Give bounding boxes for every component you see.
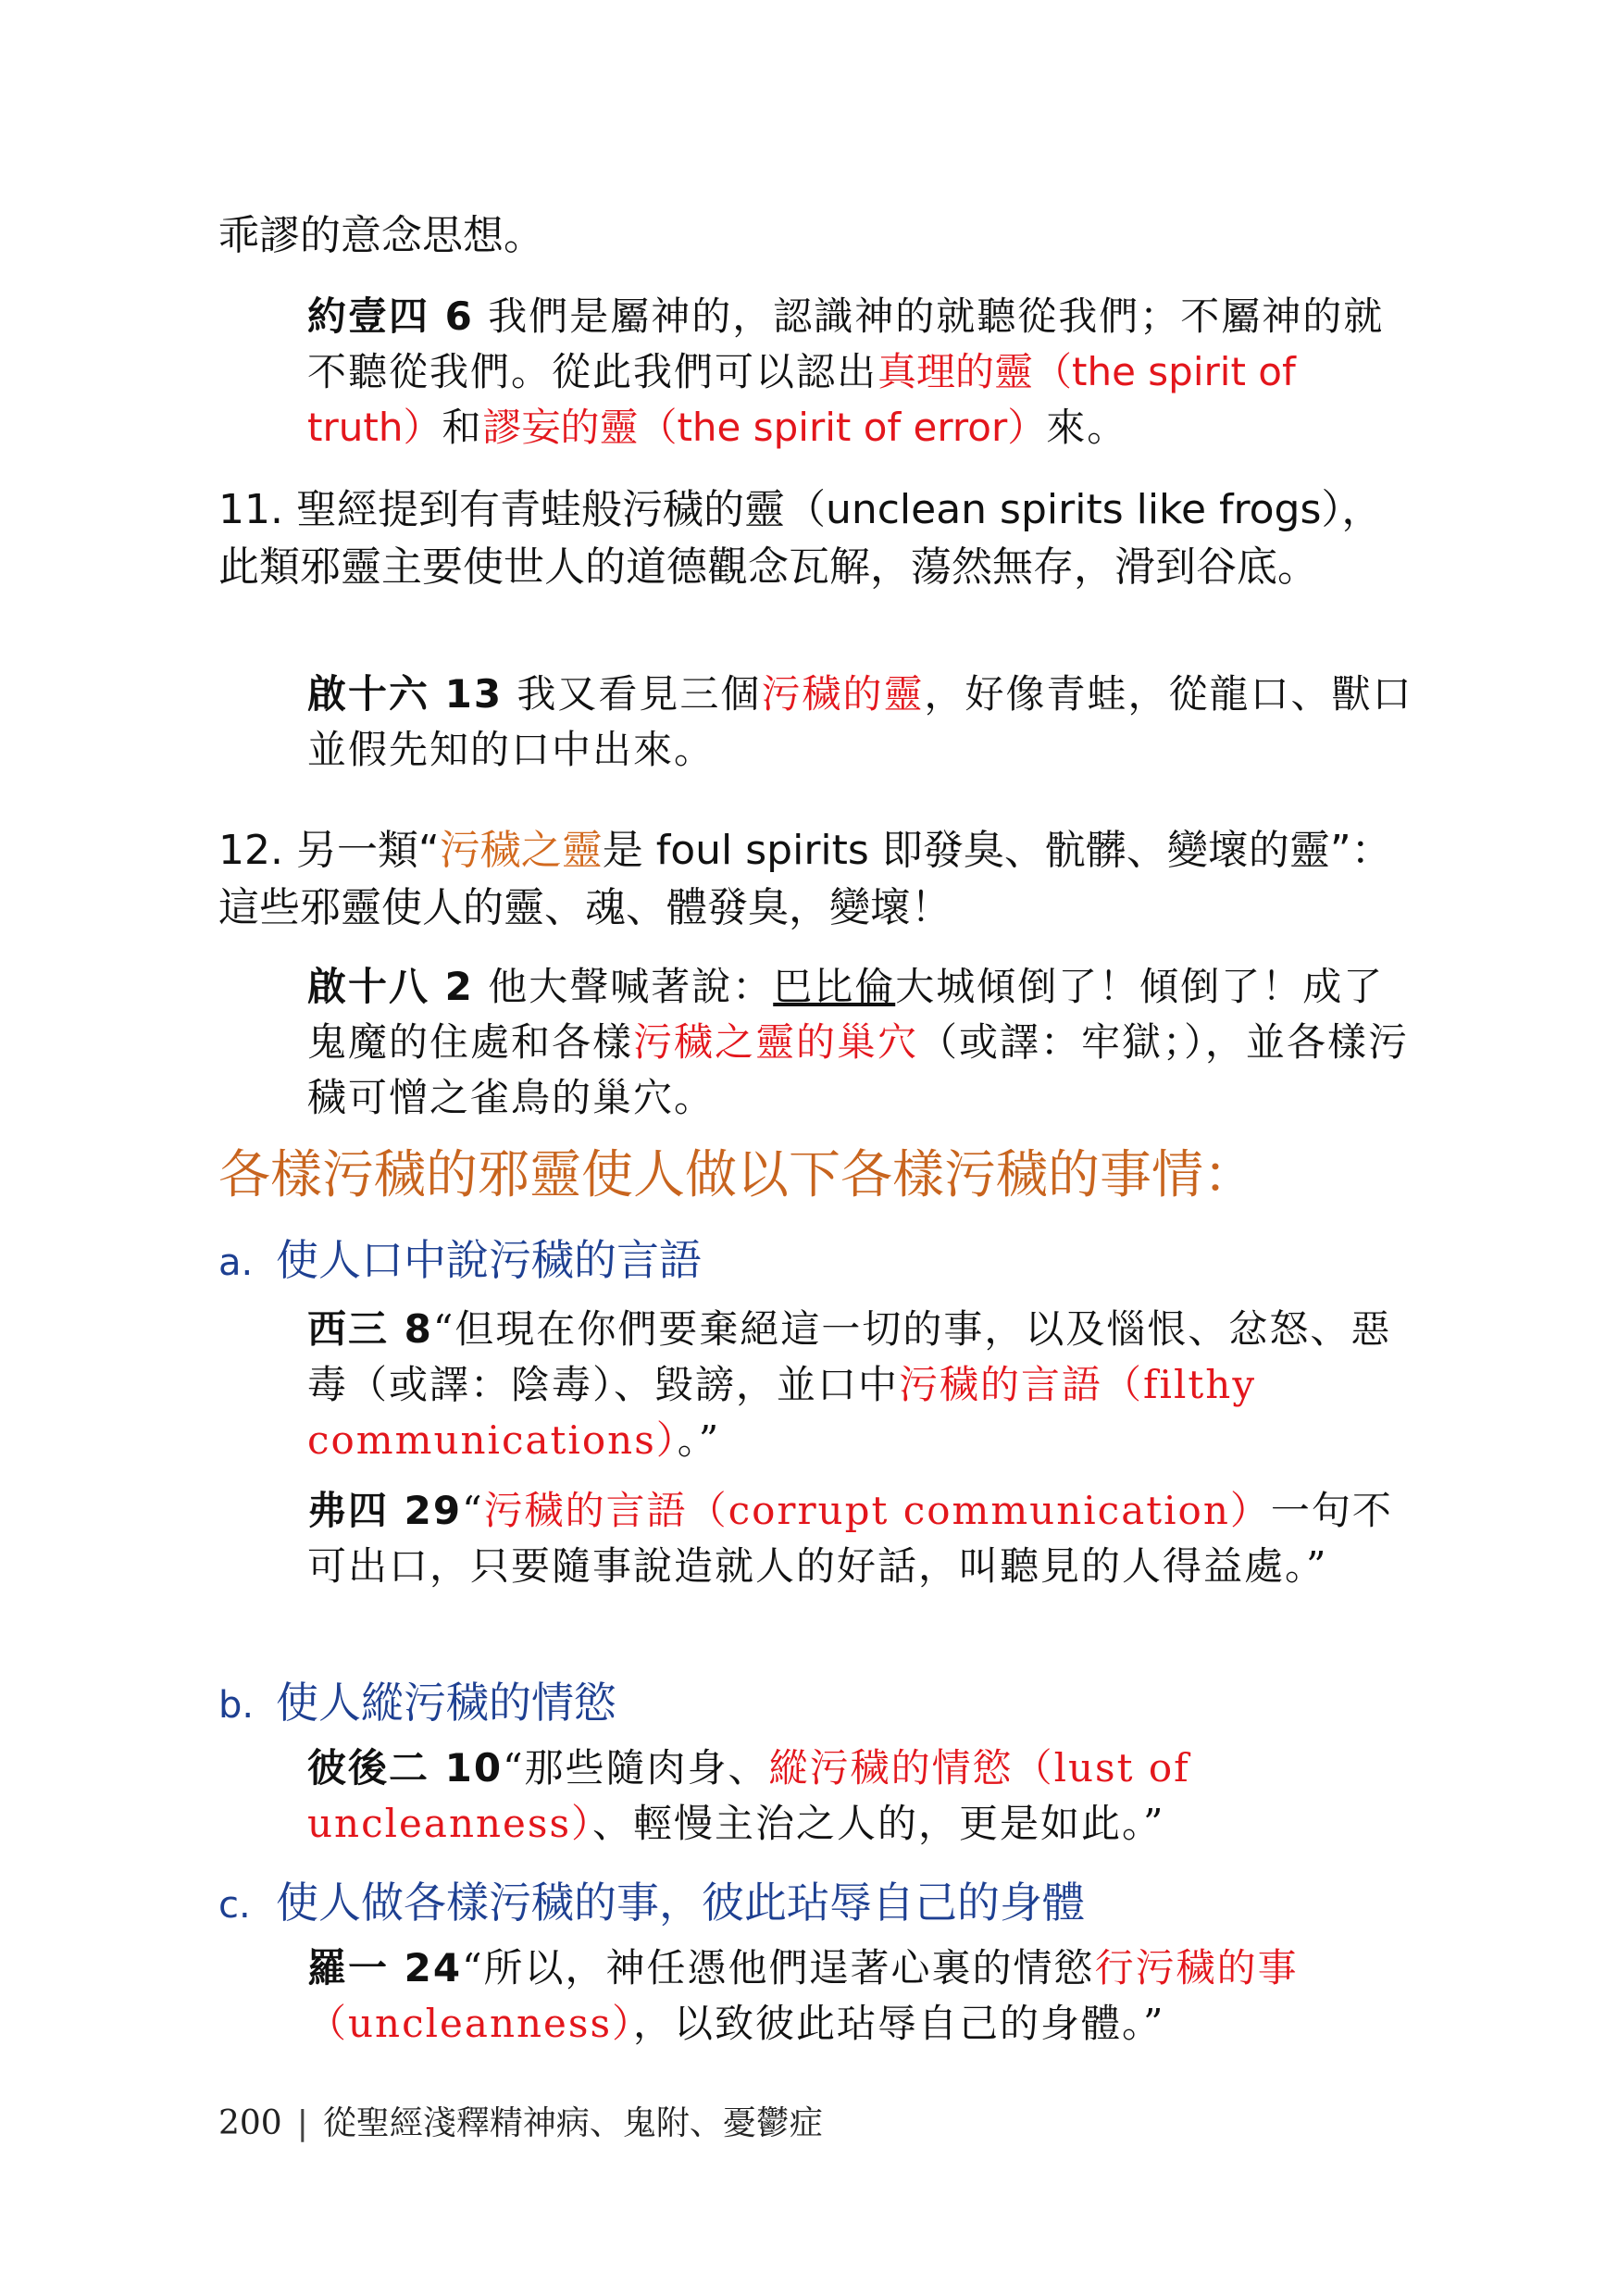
verse-1john-4-6: 約壹四 6 我們是屬神的，認識神的就聽從我們；不屬神的就不聽從我們。從此我們可以認出真理的靈（the spirit of truth）和謬妄的靈（the spirit of error）來。 bbox=[307, 293, 1385, 450]
subheading-b: b. 使人縱污穢的情慾 bbox=[218, 1678, 616, 1728]
verse-reference: 約壹四 6 bbox=[307, 293, 474, 339]
subheading-c: c. 使人做各樣污穢的事，彼此玷辱自己的身體 bbox=[218, 1878, 1085, 1928]
highlight-unclean-spirits: 污穢的靈 bbox=[761, 671, 925, 717]
highlight-hold-of-foul-spirit: 污穢之靈的巢穴 bbox=[633, 1019, 919, 1065]
verse-reference: 啟十六 13 bbox=[307, 671, 504, 717]
verse-rom-1-24: 羅一 24“所以，神任憑他們逞著心裏的情慾行污穢的事（uncleanness），以致彼此玷辱自己的身體。” bbox=[307, 1945, 1299, 2046]
page-number: 200 bbox=[218, 2104, 282, 2142]
underlined-babylon: 巴比倫 bbox=[773, 964, 896, 1009]
verse-reference: 羅一 24 bbox=[307, 1945, 463, 1990]
verse-reference: 彼後二 10 bbox=[307, 1745, 504, 1791]
paragraph-11: 11. 聖經提到有青蛙般污穢的靈（unclean spirits like frogs），此類邪靈主要使世人的道德觀念瓦解，蕩然無存，滑到谷底。 bbox=[218, 486, 1383, 591]
highlight-spirit-of-error: 謬妄的靈（the spirit of error） bbox=[482, 405, 1047, 450]
verse-reference: 弗四 29 bbox=[307, 1488, 463, 1533]
highlight-lust-of-uncleanness: 縱污穢的情慾（lust of uncleanness） bbox=[307, 1745, 1190, 1846]
highlight-spirit-of-truth: 真理的靈（the spirit of truth） bbox=[307, 349, 1296, 450]
book-title: 從聖經淺釋精神病、鬼附、憂鬱症 bbox=[322, 2104, 823, 2142]
footer-separator: | bbox=[296, 2104, 308, 2142]
verse-eph-4-29: 弗四 29“污穢的言語（corrupt communication）一句不可出口，只要隨事說造就人的好話，叫聽見的人得益處。” bbox=[307, 1488, 1393, 1589]
highlight-foul-spirit: 污穢之靈 bbox=[439, 827, 603, 874]
verse-reference: 西三 8 bbox=[307, 1306, 433, 1352]
highlight-corrupt-communication: 污穢的言語（corrupt communication） bbox=[483, 1488, 1271, 1533]
section-heading: 各樣污穢的邪靈使人做以下各樣污穢的事情： bbox=[218, 1145, 1255, 1205]
paragraph-12: 12. 另一類“污穢之靈是 foul spirits 即發臭、骯髒、變壞的靈”：這些邪靈使人的靈、魂、體發臭，變壞！ bbox=[218, 827, 1392, 931]
subheading-a: a. 使人口中說污穢的言語 bbox=[218, 1235, 702, 1285]
page-footer bbox=[218, 2102, 823, 2146]
verse-rev-16-13: 啟十六 13 我又看見三個污穢的靈，好像青蛙，從龍口、獸口並假先知的口中出來。 bbox=[307, 671, 1413, 772]
verse-rev-18-2: 啟十八 2 他大聲喊著說：巴比倫大城傾倒了！傾倒了！成了鬼魔的住處和各樣污穢之靈的巢穴（或譯：牢獄；），並各樣污穢可憎之雀鳥的巢穴。 bbox=[307, 964, 1410, 1120]
verse-reference: 啟十八 2 bbox=[307, 964, 474, 1009]
verse-col-3-8: 西三 8“但現在你們要棄絕這一切的事，以及惱恨、忿怒、惡毒（或譯：陰毒）、毀謗，並口中污穢的言語（filthy communications）。” bbox=[307, 1306, 1392, 1463]
highlight-filthy-communications: 污穢的言語（filthy communications） bbox=[307, 1362, 1257, 1463]
verse-2pet-2-10: 彼後二 10“那些隨肉身、縱污穢的情慾（lust of uncleanness）、輕慢主治之人的，更是如此。” bbox=[307, 1745, 1190, 1846]
paragraph-intro: 乖謬的意念思想。 bbox=[218, 212, 544, 259]
highlight-uncleanness: 行污穢的事（uncleanness） bbox=[307, 1945, 1299, 2046]
